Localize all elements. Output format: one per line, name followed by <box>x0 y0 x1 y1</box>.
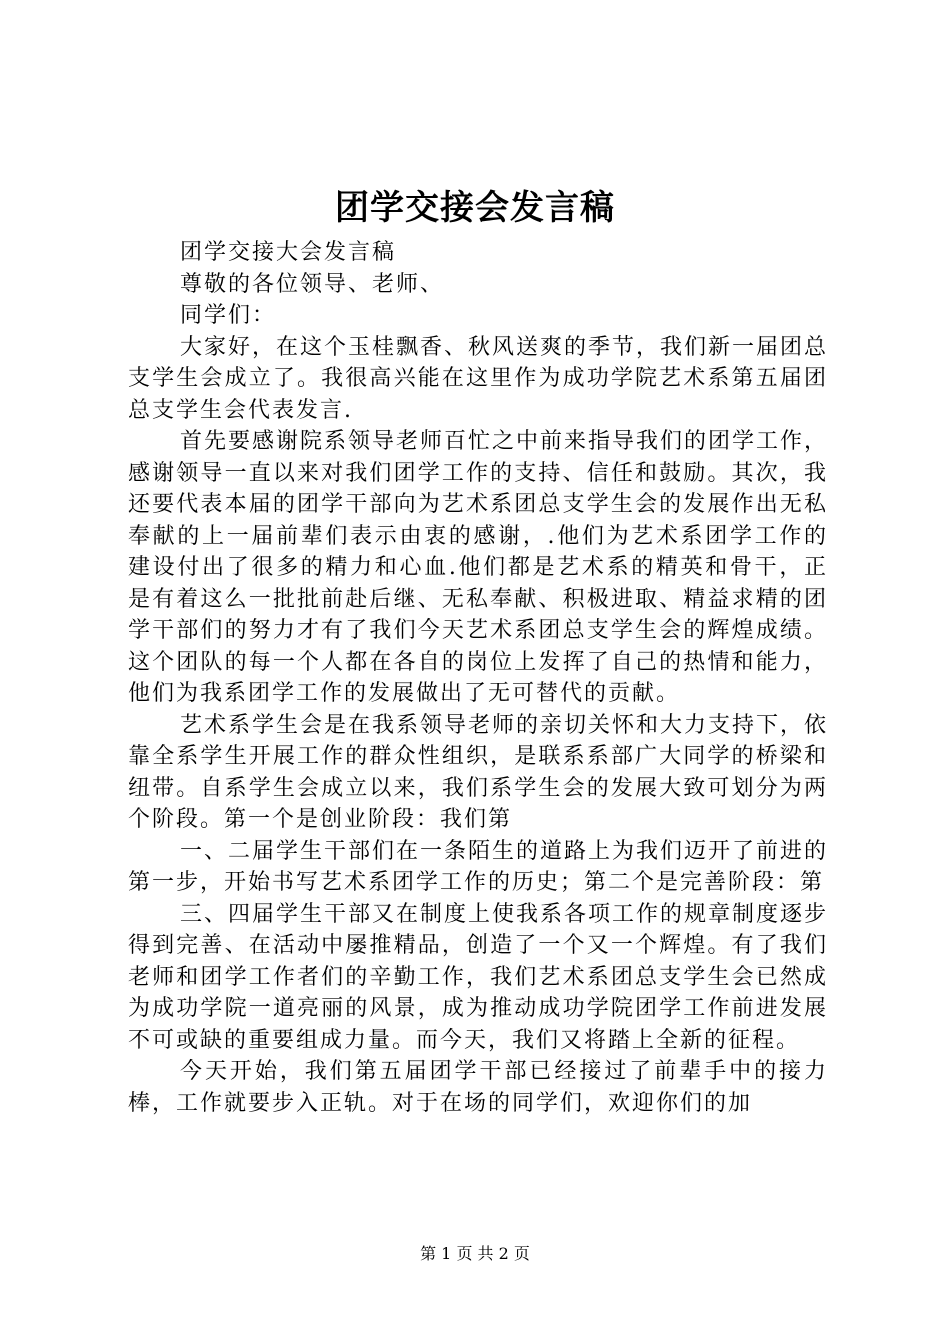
paragraph-heading: 团学交接大会发言稿 <box>180 240 397 265</box>
paragraph: 大家好，在这个玉桂飘香、秋风送爽的季节，我们新一届团总支学生会成立了。我很高兴能在这里作为成功学院艺术系第五届团总支学生会代表发言. <box>128 334 829 423</box>
paragraph-salutation: 尊敬的各位领导、老师、 <box>180 271 445 297</box>
page-title: 团学交接会发言稿 <box>335 188 615 228</box>
document-body <box>128 237 828 1119</box>
paragraph: 艺术系学生会是在我系领导老师的亲切关怀和大力支持下，依靠全系学生开展工作的群众性组织，是联系系部广大同学的桥梁和纽带。自系学生会成立以来，我们系学生会的发展大致可划分为两个阶段。第一个是创业阶段：我们第 <box>128 712 829 832</box>
page-number-footer: 第 1 页 共 2 页 <box>420 1244 530 1263</box>
paragraph-salutation-cont: 同学们： <box>180 303 277 328</box>
paragraph: 今天开始，我们第五届团学干部已经接过了前辈手中的接力棒，工作就要步入正轨。对于在场的同学们，欢迎你们的加 <box>128 1059 828 1116</box>
paragraph: 一、二届学生干部们在一条陌生的道路上为我们迈开了前进的第一步，开始书写艺术系团学工作的历史；第二个是完善阶段：第 <box>128 838 829 895</box>
paragraph: 首先要感谢院系领导老师百忙之中前来指导我们的团学工作，感谢领导一直以来对我们团学工作的支持、信任和鼓励。其次，我还要代表本届的团学干部向为艺术系团总支学生会的发展作出无私奉献的上一届前辈们表示由衷的感谢，.他们为艺术系团学工作的建设付出了很多的精力和心血.他们都是艺术系的精英和骨干，正是有着这么一批批前赴后继、无私奉献、积极进取、精益求精的团学干部们的努力才有了我们今天艺术系团总支学生会的辉煌成绩。这个团队的每一个人都在各自的岗位上发挥了自己的热情和能力，他们为我系团学工作的发展做出了无可替代的贡献。 <box>128 429 829 706</box>
paragraph: 三、四届学生干部又在制度上使我系各项工作的规章制度逐步得到完善、在活动中屡推精品，创造了一个又一个辉煌。有了我们老师和团学工作者们的辛勤工作，我们艺术系团总支学生会已然成为成功学院一道亮丽的风景，成为推动成功学院团学工作前进发展不可或缺的重要组成力量。而今天，我们又将踏上全新的征程。 <box>128 901 829 1053</box>
